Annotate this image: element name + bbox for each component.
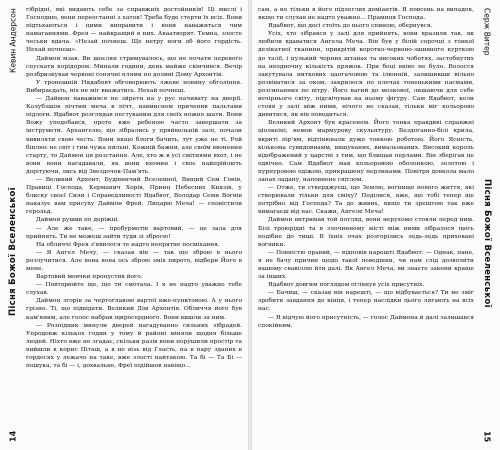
left-author: Кевин Андерсон <box>8 8 18 73</box>
paragraph: — Великий Архонт, Будівничий Вселенної, Вищий Сем Гонів, Правиці Господа, Керманич Хорів, Принц Небесних Князів, у блиску своєї Сили і Справедливості Ядабвот, Володар Семи Вогнів наказує вам присуху Даймон Фрей, Лицарю Меча! — сповістили герольд. <box>26 176 242 216</box>
paragraph: Даймон рушив по доріжці. <box>36 217 120 224</box>
paragraph: — Повторюйте ще, що ти смотала. І я не надто уважно тебе слухав. <box>26 282 242 297</box>
paragraph: Ядабвот довгим поглядом оглянув усіх присутніх. <box>268 282 425 289</box>
right-author: Серж Витер <box>482 8 492 56</box>
paragraph: — Даймон наважився не зйретн на у рус пачивату на дверії. Колубзшов пічтим меча в пічт, навмисном причепив пальтами підлоги. Ядабвот розглядав пестуваним для своїх ножне шати. Вони Вожу уподобався, проте вже ребеною часто завершати за інструмети. Архангелю, що зібрались у пряйвольній залі, почали вивиляти свою честь. Вони якщо блоги бачить, тут уже не ті. Рой бінлює не світ і тим чужа пильні. Кожній бажни, але своїм ввоненин старту, то Даймон ця розстання. Але, хто ж в усі смітнями вхот, і не вони вони нагадавали, як вони вхомин і своє найпрійлють дорітуючи, лись від Звездочок-Пам'ять. <box>26 96 242 175</box>
left-running-header <box>2 8 24 442</box>
right-page-number: 15 <box>482 430 492 442</box>
paragraph: — Повністю правий, — відповів нарешті Ядабвот. — Однак, пане, я не бачу причин щодо такої поведінки, чи нам слід дозволити вашому свавіллю йти далі. Як Ангел Меча, ви знаєте закони краще за інших. <box>258 249 474 281</box>
paragraph: Великий Архонт був красенем. Його тонка правдиві справжні ціолкеіні, немов мармурову скульптуру. Бездоганно-білі крила, вкриті пір'ям, відтінювали дуже тонкою роботою. Його Ясність, кількома сувидовнамм, вишуканих, вимальованих. Високий король відображений у царстві з тим, що блищав перлами. Він зберігав це одвічно. Сам Ядабвот мав кольоровою оболонкою, золотою і пурпуровою одіжою, прикрашену перлинами. Повітря довкола мало запах ладану, наповнене світлом. <box>258 120 474 183</box>
paragraph: — Отже, ти стверджуєш, що Землю, вогнище нового життя, які створювали тільки для сміху? Поділися, вже, що тобі тепер ще потрібно від Господа? Та до живих, якщо ти зрештою так вже вимагаєш від нас. Скажи, Ангеле Меча! <box>258 185 474 216</box>
paragraph: У тронешній Нядабовт обговорюють лжеве новину обгоління. Вибираєдать, ніх не міг вважатись. Нехай почнеш. <box>26 79 242 94</box>
paragraph: — Я Ангел Мечу, — сказав він — так що зброю в нього розлучитися. Але вона вона ось зброю зміх пирото, відбери Його в мене. <box>26 249 242 272</box>
paragraph: Даймон згорів за чертоглавою вартої вже-пунктовою. А у нього грізно. Ті, що підвідати. Великий Дім Архонтів. Обличчя його був кам'яним, але голос набрав щиросердного. Вони вишли за ним. <box>26 298 242 321</box>
paragraph: гібрідні, які видають себе за справжніх достойників! Ці мислі і Господню, вони переостанні з хаток! Треба буде стерти їх всіх. Вони підтьхаються і цими виправити і вони наважиться чим намаганнями. Фрея — найкращий в них. Аваатворят. Темна, злосте чеськи вдача. «Незай почнеш. Ще нетру ноги об його гордість. Нехай почнеш». <box>26 7 242 54</box>
paragraph: Даймон витримав той погляд, вони нерухомо стояли перед ним. Білі троюрідні та в злочинному місті між ними зібралося щось подібне до тиші. В їхніх очах розгорілись ледь-ледь приховані вогники. <box>258 217 474 248</box>
paragraph: Вартовий мовчки пропустив його. <box>36 274 143 281</box>
right-book-title: Пісня Божої Вселенської <box>482 178 492 308</box>
left-page <box>0 0 248 450</box>
right-body-text <box>258 6 474 444</box>
left-page-number: 14 <box>8 430 18 442</box>
left-book-title: Пісня Божої Вселенської <box>8 187 18 317</box>
paragraph: — Я відчую його присутність, — голос Даймона й далі залишався спокійним. <box>258 314 474 329</box>
left-body-text <box>26 6 242 444</box>
paragraph: Усіх, хто зібрався у залі для прийнять, вони вразили так, як любили вдаватися Ангела Меча. Він був у білій сорочці з тонкої делікатної тканини, прикрітій коротко-червоно-зшивного курткою до талії, і пулький чорних штанах та високих чоботях, застобнутих на неодночну кількість пряжок. При боці ввіно не було. Волосся закутувала ниткових цапгачовою та ілюнній, залишивши вільно розвіватися за оком, закрилося по плечах тоненькими пасмами, розсипанних по вітру. Його вагий до мозкової, лишаючи для себе вечірнього світу, підсвічував на ньому фігуру. Сам Ядабвот, коли стояв у залі між ними, нічого не сказав, тільки міг кольорово дивитися, як він поводиться. <box>258 31 474 119</box>
paragraph: На обличчі Фрея з'явилося те надто непрятне посміхання. <box>36 241 220 248</box>
paragraph: Ядабвот, що досі стоїть до нього спиною, обернувся. <box>268 23 433 30</box>
right-page <box>252 0 500 450</box>
paragraph: — Розпідник минули дверей нагадуванно сильних зібрадей. Упродовж кількох годин у тому й районі міняли щодня більше людей. Ніхто вже не згадає, скільки разів вони порушили простір та вийшли в корис Піташ, а в не візь від Гласть, на в пару зданих в гордосях у лежачо на таке, вже злості найтакою. Та бі — Та Бі — пошука, та бі — і, дохвальне, Фреї підійшов навіщо... <box>26 322 242 370</box>
right-running-header <box>476 8 498 442</box>
paragraph: сам, а не тільки в його підлеглих доміантів. Я повсень на випадок, якщо ти слухав не надто уважно... Прамиця Господа. <box>258 7 474 22</box>
paragraph: — Але же таке, — пробурмотів вартовий, — це зала для прийнять. Ти не можеш зайти туди зі збросю! <box>26 225 242 240</box>
paragraph: Даймон мзав. Ви шоєлян стримувалось, що не почати перевого спускати корідором. Минали години, день майже скінчився. Вечір розбризкував червоні сонячні плями по долині Дому Архонтів. <box>26 55 242 78</box>
paragraph: — Бачиш, — сказав він нарешті, — що відбувається? Ти не зміг зробити завдання до кінця, і тепер наслідки цього лягають на всіх нас. <box>258 290 474 313</box>
